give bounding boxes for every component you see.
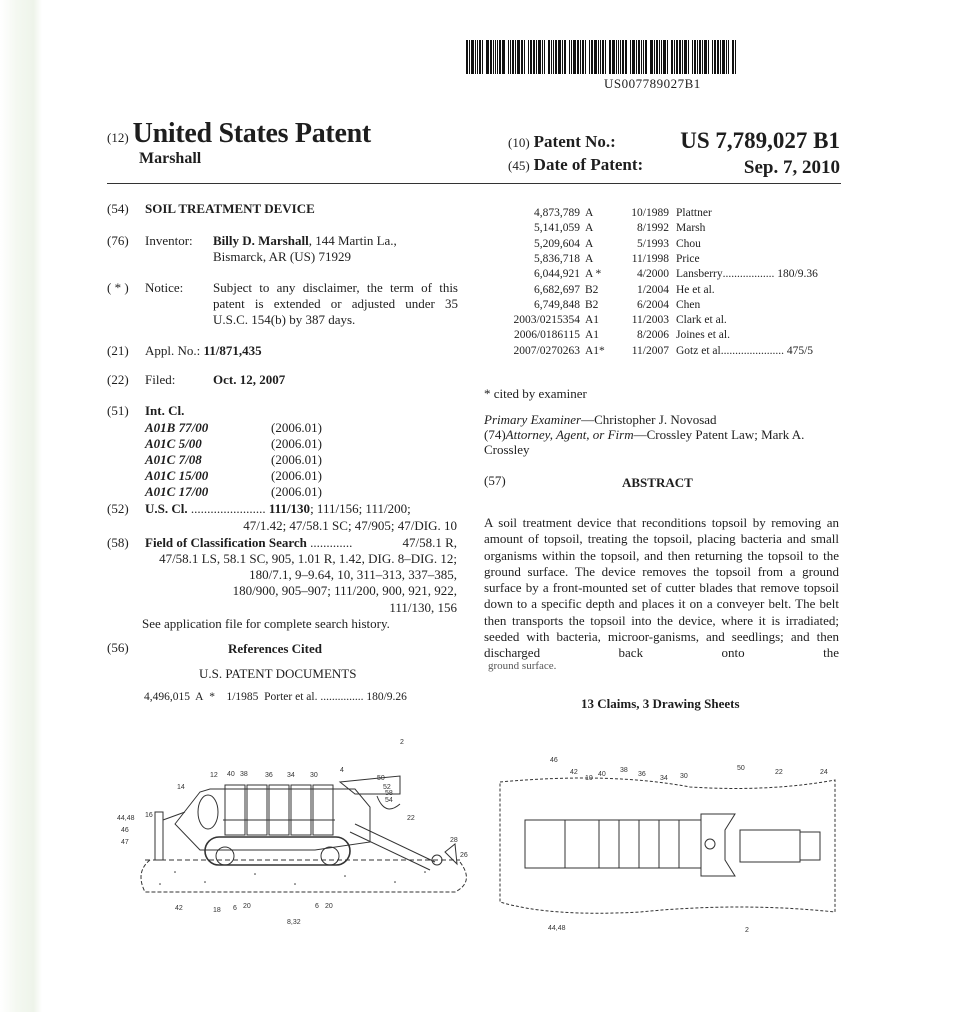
barcode-bar: [495, 40, 496, 74]
appl-code: (21): [107, 343, 129, 358]
ground-outline: [500, 778, 835, 913]
field-search-line: 180/7.1, 9–9.64, 10, 311–313, 337–385,: [249, 567, 457, 582]
intcl-code: (51): [107, 403, 129, 418]
reference-numeral: 44,48: [117, 815, 135, 822]
reference-numeral: 42: [570, 769, 578, 776]
examiner-name: —Christopher J. Novosad: [581, 412, 717, 427]
filed-code: (22): [107, 372, 129, 387]
barcode-bar: [528, 40, 529, 74]
barcode-bar: [577, 40, 579, 74]
reference-numeral: 44,48: [548, 925, 566, 932]
ref-date: 8/1992: [637, 222, 669, 235]
field-search-dots: .............: [306, 535, 353, 550]
barcode-bar: [558, 40, 561, 74]
notice-line2: patent is extended or adjusted under 35: [213, 296, 458, 311]
hopper: [701, 814, 735, 876]
barcode-bar: [708, 40, 709, 74]
reference-numeral: 46: [550, 757, 558, 764]
barcode-bar: [636, 40, 637, 74]
barcode-bar: [553, 40, 554, 74]
reference-numeral: 40: [227, 771, 235, 778]
abstract-code: (57): [484, 473, 506, 488]
ref-number: 4,873,789: [534, 207, 580, 219]
ref-name: Porter et al.: [264, 691, 318, 703]
intcl-label: Int. Cl.: [145, 403, 185, 418]
uscl-rest: ; 111/156; 111/200;: [310, 501, 411, 516]
reference-numeral: 6: [233, 905, 237, 912]
figure-top-view: [490, 752, 845, 942]
barcode-bar: [533, 40, 535, 74]
intcl-code-value: A01C 7/08: [145, 452, 202, 467]
reference-numeral: 4: [340, 767, 344, 774]
uscl-line2: 47/1.42; 47/58.1 SC; 47/905; 47/DIG. 10: [243, 518, 457, 533]
invention-title: SOIL TREATMENT DEVICE: [145, 201, 315, 216]
ref-name: Price: [676, 252, 700, 265]
ref-kind: A1*: [585, 344, 605, 357]
barcode-bar: [477, 40, 478, 74]
reference-numeral: 26: [460, 852, 468, 859]
barcode-bar: [732, 40, 734, 74]
cited-note: * cited by examiner: [484, 386, 587, 401]
ref-number: 6,682,697: [534, 283, 580, 296]
reference-numeral: 14: [177, 784, 185, 791]
uscl-line1: [145, 501, 411, 517]
reference-row: [490, 328, 730, 343]
barcode-bar: [645, 40, 647, 74]
patent-number: US 7,789,027 B1: [680, 128, 840, 153]
reference-row: [490, 252, 700, 267]
barcode-bar: [573, 40, 576, 74]
field-search-label: Field of Classification Search: [145, 535, 307, 550]
reference-numeral: 36: [265, 772, 273, 779]
barcode-bar: [679, 40, 681, 74]
barcode: [466, 40, 842, 74]
inventor-city: Bismarck, AR (US) 71929: [213, 249, 351, 264]
ref-kind: B2: [585, 283, 599, 296]
barcode-bar: [702, 40, 703, 74]
filed-label: Filed:: [145, 372, 176, 387]
reference-numeral: 20: [325, 903, 333, 910]
ref-date: 10/1989: [631, 207, 669, 219]
ref-number: 6,749,848: [534, 298, 580, 311]
reference-numeral: 42: [175, 905, 183, 912]
barcode-bar: [585, 40, 586, 74]
field-search-line: 180/900, 905–907; 111/200, 900, 921, 922,: [232, 583, 457, 598]
attorney-line: [484, 427, 804, 443]
barcode-bar: [555, 40, 557, 74]
barcode-bar: [598, 40, 599, 74]
ref-name: He et al.: [676, 283, 715, 296]
barcode-bar: [650, 40, 653, 74]
inventor-line1: [213, 233, 397, 249]
reference-numeral: 34: [287, 772, 295, 779]
reference-numeral: 8,32: [287, 919, 301, 926]
barcode-bar: [618, 40, 619, 74]
barcode-bar: [699, 40, 701, 74]
barcode-bar: [499, 40, 501, 74]
reference-row: [490, 267, 818, 282]
barcode-bar: [536, 40, 537, 74]
barcode-bar: [571, 40, 572, 74]
ref-date: 5/1993: [637, 237, 669, 250]
abstract-text: A soil treatment device that reconditions topsoil by removing an amount of topsoil, treating the topsoil, placing bacteria and small organisms within the topsoil, and then returning the topsoil to the ground surface. The device removes the topsoil from a ground surface by a front-mounted set of cutter blades that remove topsoil down to a specific depth and places it on a conveyer belt. The belt then transports the topsoil into the device, where it is irradiated; seeded with bacteria, microor-ganisms, and seedlings; and then discharged back onto the: [484, 515, 839, 661]
inventor-name: Billy D. Marshall: [213, 233, 309, 248]
barcode-bar: [602, 40, 604, 74]
intcl-row: [145, 420, 322, 436]
barcode-bar: [674, 40, 675, 74]
barcode-bar: [562, 40, 563, 74]
attorney-code: (74): [484, 427, 506, 442]
ref-number: 2003/0215354: [513, 314, 580, 327]
barcode-bar: [630, 40, 631, 74]
patent-type: [107, 118, 371, 150]
intcl-version: (2006.01): [271, 452, 322, 467]
ref-date: 6/2004: [637, 298, 669, 311]
barcode-bar: [580, 40, 581, 74]
barcode-bar: [726, 40, 727, 74]
barcode-bar: [620, 40, 621, 74]
reference-numeral: 54: [385, 797, 393, 804]
barcode-bar: [542, 40, 543, 74]
inventor-surname: Marshall: [139, 150, 202, 167]
reference-numeral: 50: [737, 765, 745, 772]
header-divider: [107, 183, 841, 184]
ref-number: 2006/0186115: [513, 329, 580, 342]
ref-name: Chou: [676, 237, 701, 250]
barcode-bar: [684, 40, 687, 74]
intcl-row: [145, 436, 322, 452]
ref-date: 1/2004: [637, 283, 669, 296]
barcode-bar: [622, 40, 624, 74]
inventor-label: Inventor:: [145, 233, 193, 248]
ref-date: 8/2006: [637, 329, 669, 342]
field-search-line0: [145, 535, 352, 551]
ref-kind: A: [585, 222, 594, 235]
barcode-bar: [521, 40, 523, 74]
ref-kind: A1: [585, 314, 600, 327]
intcl-version: (2006.01): [271, 420, 322, 435]
patent-type-title: United States Patent: [132, 118, 371, 149]
barcode-number: US007789027B1: [604, 76, 701, 91]
reference-numeral: 16: [145, 812, 153, 819]
reference-numeral: 30: [680, 773, 688, 780]
field-search-note: See application file for complete search history.: [142, 616, 390, 631]
figure-side-view: [115, 732, 490, 932]
abstract-last-line: ground surface.: [488, 660, 557, 672]
barcode-bar: [704, 40, 707, 74]
reference-numeral: 50: [377, 775, 385, 782]
appl-number: 11/871,435: [203, 343, 262, 358]
barcode-bar: [609, 40, 611, 74]
barcode-bar: [600, 40, 601, 74]
barcode-bar: [632, 40, 635, 74]
ref-name: Marsh: [676, 222, 706, 235]
barcode-bar: [641, 40, 642, 74]
reference-numeral: 28: [450, 837, 458, 844]
patent-date: Sep. 7, 2010: [743, 157, 840, 178]
reference-row: [490, 237, 701, 252]
reference-numeral: 34: [660, 775, 668, 782]
abstract-heading: ABSTRACT: [622, 475, 693, 490]
notice-line1: Subject to any disclaimer, the term of this: [213, 280, 458, 295]
barcode-bar: [661, 40, 662, 74]
barcode-bar: [508, 40, 509, 74]
ref-kind: B2: [585, 298, 599, 311]
ref-number: 5,141,059: [534, 222, 580, 235]
barcode-bar: [548, 40, 550, 74]
ref-name: Gotz et al.: [676, 344, 724, 357]
barcode-bar: [643, 40, 644, 74]
barcode-bar: [638, 40, 640, 74]
filed-date: Oct. 12, 2007: [213, 372, 286, 387]
reference-row: [490, 206, 712, 221]
attorney-line2: Crossley: [484, 442, 530, 457]
reference-numeral: 30: [310, 772, 318, 779]
barcode-bar: [544, 40, 545, 74]
intcl-version: (2006.01): [271, 468, 322, 483]
ref-number: 6,044,921: [534, 268, 580, 281]
patent-no-label: [508, 132, 616, 152]
barcode-bar: [712, 40, 713, 74]
barcode-bar: [688, 40, 689, 74]
ref-kind: A: [585, 237, 594, 250]
ref-date: 1/1985: [226, 691, 259, 703]
us-patent-docs-heading: U.S. PATENT DOCUMENTS: [199, 666, 357, 681]
barcode-bar: [720, 40, 721, 74]
reference-numeral: 6: [315, 903, 319, 910]
ref-kind: A: [195, 691, 204, 703]
barcode-bar: [612, 40, 615, 74]
field-search-line: 111/130, 156: [389, 600, 457, 615]
barcode-bar: [589, 40, 590, 74]
ref-class: 180/9.26: [366, 691, 407, 703]
uscl-code: (52): [107, 501, 129, 516]
barcode-bar: [517, 40, 520, 74]
reference-numeral: 40: [598, 771, 606, 778]
barcode-bar: [497, 40, 498, 74]
patent-no-label-text: Patent No.:: [533, 132, 616, 151]
attorney-firm: —Crossley Patent Law; Mark A.: [633, 427, 805, 442]
ref-date: 11/2003: [631, 314, 669, 327]
attorney-label: Attorney, Agent, or Firm: [505, 427, 634, 442]
barcode-bar: [515, 40, 516, 74]
barcode-bar: [482, 40, 483, 74]
date-label: [508, 155, 643, 175]
barcode-bar: [471, 40, 474, 74]
ref-date: 11/2007: [631, 344, 669, 357]
patent-no-code: (10): [508, 135, 530, 150]
notice-line3: U.S.C. 154(b) by 387 days.: [213, 312, 356, 327]
reference-numeral: 22: [775, 769, 783, 776]
barcode-bar: [512, 40, 514, 74]
inventor-street: , 144 Martin La.,: [308, 233, 397, 248]
reference-numeral: 24: [820, 769, 828, 776]
uscl-dots: .......................: [187, 501, 266, 516]
field-search-line: 47/58.1 LS, 58.1 SC, 905, 1.01 R, 1.42, DIG. 8–DIG. 12;: [159, 551, 457, 566]
barcode-bar: [524, 40, 525, 74]
intcl-code-value: A01C 5/00: [145, 436, 202, 451]
barcode-bar: [490, 40, 492, 74]
uscl-label: U.S. Cl.: [145, 501, 188, 516]
intcl-version: (2006.01): [271, 484, 322, 499]
barcode-bar: [551, 40, 552, 74]
reference-row: [490, 313, 727, 328]
date-label-text: Date of Patent:: [533, 155, 644, 174]
barcode-bar: [625, 40, 627, 74]
examiner-line: [484, 412, 717, 428]
ref-number: 2007/0270263: [513, 344, 580, 357]
barcode-bar: [530, 40, 532, 74]
reference-numeral: 46: [121, 827, 129, 834]
reference-numeral: 38: [240, 771, 248, 778]
barcode-bar: [591, 40, 593, 74]
barcode-bar: [569, 40, 570, 74]
reference-numeral: 38: [620, 767, 628, 774]
barcode-bar: [466, 40, 468, 74]
barcode-bar: [671, 40, 673, 74]
patent-type-code: (12): [107, 130, 129, 145]
reference-numeral: 2: [400, 739, 404, 746]
barcode-bar: [697, 40, 698, 74]
ref-class: ..................... 475/5: [723, 344, 814, 357]
uscl-main: 111/130: [265, 501, 311, 516]
intcl-row: [145, 468, 322, 484]
barcode-bar: [667, 40, 668, 74]
ref-name: Clark et al.: [676, 314, 727, 327]
reference-numeral: 36: [638, 771, 646, 778]
barcode-bar: [717, 40, 719, 74]
barcode-bar: [486, 40, 489, 74]
barcode-bar: [682, 40, 683, 74]
ref-date: 11/1998: [631, 252, 669, 265]
reference-numeral: 2: [745, 927, 749, 934]
intcl-version: (2006.01): [271, 436, 322, 451]
ref-kind: A *: [585, 268, 602, 281]
barcode-bar: [654, 40, 655, 74]
barcode-bar: [510, 40, 511, 74]
reference-numeral: 52: [383, 784, 391, 791]
notice-code: ( * ): [107, 280, 129, 295]
barcode-bar: [493, 40, 494, 74]
ground-dots: [159, 871, 426, 885]
barcode-bar: [735, 40, 736, 74]
title-code: (54): [107, 201, 129, 216]
refs-heading: References Cited: [228, 641, 322, 656]
reference-row: [490, 298, 700, 313]
barcode-bar: [616, 40, 617, 74]
reference-numeral: 58: [385, 790, 393, 797]
barcode-bar: [479, 40, 481, 74]
reference-row: [144, 691, 407, 703]
barcode-bar: [663, 40, 666, 74]
intcl-code-value: A01C 17/00: [145, 484, 209, 499]
barcode-bar: [692, 40, 693, 74]
barcode-bar: [605, 40, 606, 74]
barcode-bar: [676, 40, 678, 74]
barcode-bar: [475, 40, 476, 74]
reference-numeral: 47: [121, 839, 129, 846]
barcode-bar: [722, 40, 725, 74]
reference-numeral: 12: [210, 772, 218, 779]
ref-class: .................. 180/9.36: [722, 268, 818, 281]
appl-label-text: Appl. No.:: [145, 343, 201, 358]
barcode-bar: [594, 40, 597, 74]
intcl-row: [145, 452, 322, 468]
reference-row: [490, 283, 715, 298]
ref-name: Lansberry: [676, 268, 723, 281]
scan-edge: [0, 0, 42, 1012]
ref-kind: A1: [585, 329, 600, 342]
barcode-bar: [469, 40, 470, 74]
barcode-bar: [538, 40, 541, 74]
barcode-bar: [728, 40, 729, 74]
barcode-bar: [659, 40, 660, 74]
barcode-bar: [564, 40, 566, 74]
ref-number: 5,836,718: [534, 252, 580, 265]
reference-numeral: 22: [407, 815, 415, 822]
intcl-code-value: A01C 15/00: [145, 468, 209, 483]
reference-numeral: 20: [243, 903, 251, 910]
reference-numeral: 10: [585, 775, 593, 782]
ref-kind: A: [585, 207, 594, 219]
ref-number: 5,209,604: [534, 237, 580, 250]
barcode-bar: [502, 40, 505, 74]
notice-label: Notice:: [145, 280, 184, 295]
ref-name: Joines et al.: [676, 329, 730, 342]
ref-star: *: [209, 691, 215, 703]
refs-code: (56): [107, 640, 129, 655]
ref-kind: A: [585, 252, 594, 265]
intcl-code-value: A01B 77/00: [145, 420, 209, 435]
inventor-code: (76): [107, 233, 129, 248]
ref-number: 4,496,015: [144, 691, 190, 703]
barcode-bar: [714, 40, 716, 74]
ref-name: Chen: [676, 298, 701, 311]
barcode-bar: [582, 40, 584, 74]
field-search-code: (58): [107, 535, 129, 550]
ref-name: Plattner: [676, 207, 712, 219]
reference-row: [490, 221, 705, 236]
ref-date: 4/2000: [637, 268, 669, 281]
barcode-bar: [694, 40, 696, 74]
claims-summary: 13 Claims, 3 Drawing Sheets: [581, 696, 740, 711]
track: [205, 837, 350, 865]
ref-dots: ...............: [320, 691, 364, 703]
reference-row: [490, 344, 813, 359]
reference-numeral: 18: [213, 907, 221, 914]
barcode-bar: [656, 40, 658, 74]
appl-label: [145, 343, 262, 359]
examiner-label: Primary Examiner: [484, 412, 582, 427]
date-code: (45): [508, 158, 530, 173]
field-search-first: 47/58.1 R,: [402, 535, 457, 550]
intcl-row: [145, 484, 322, 500]
